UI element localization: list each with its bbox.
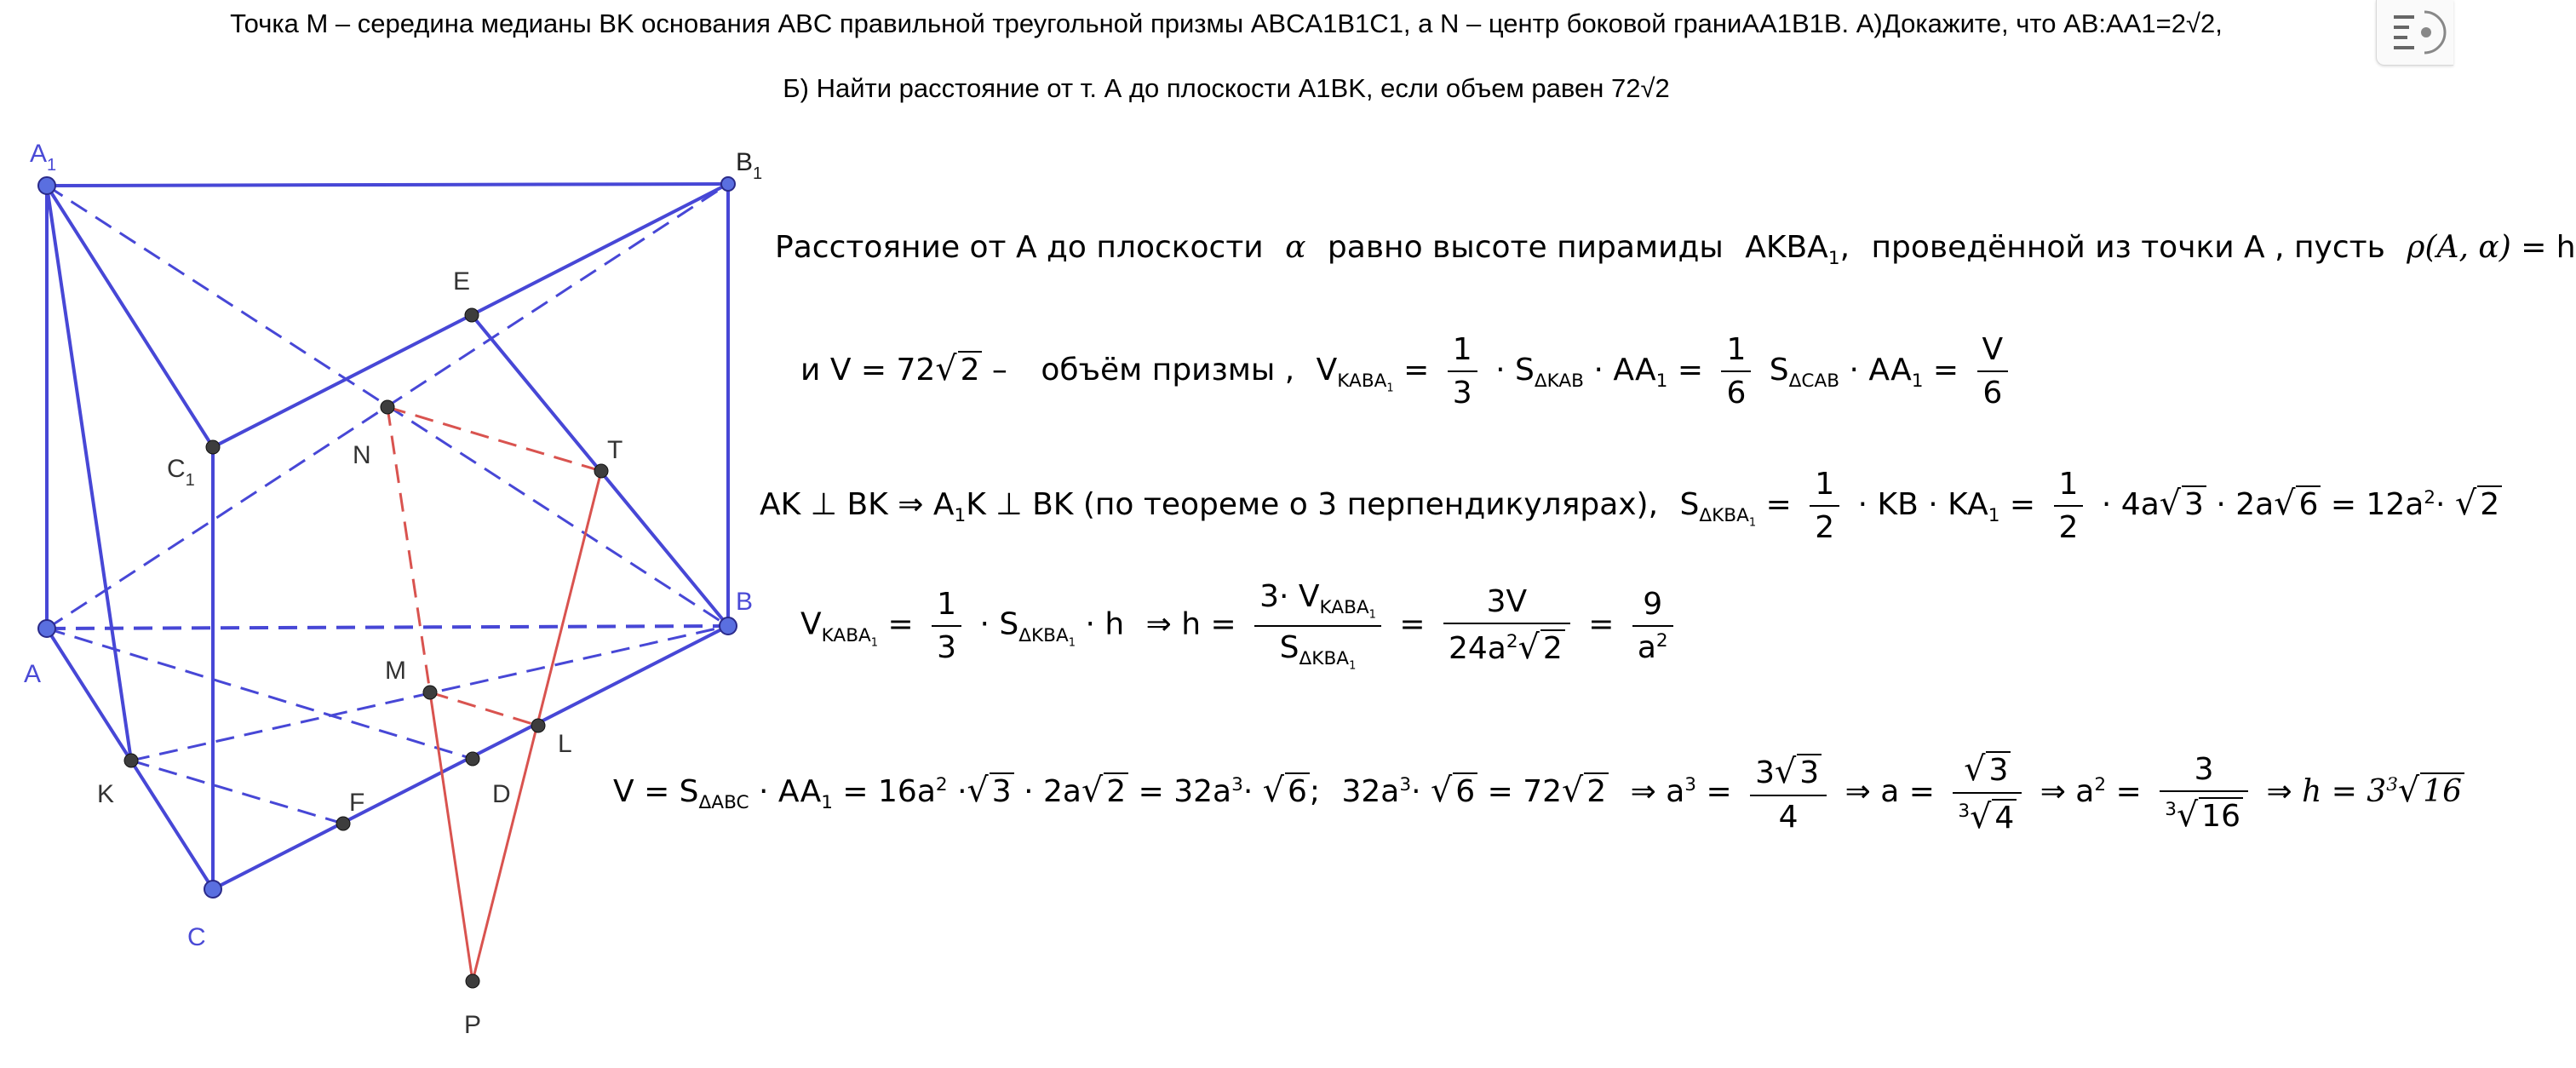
l3-sub-1: 1 [954,505,967,527]
l3-KB-KA1: · KB · KA [1857,487,1988,522]
l4-h: · h [1085,606,1125,642]
l1-text-3: проведённой из точки А , пусть [1871,230,2385,265]
l1-pyramid: AKBA [1745,230,1828,265]
line-A-D [47,629,473,759]
l3-dot: · [2435,487,2446,522]
l3-KA1-sub: 1 [1988,505,2000,527]
l5-frac-2-den-sqrt: 4 [1992,799,2017,835]
l1-text-2: равно высоте пирамиды [1327,230,1724,265]
l3-S-sub-1: 1 [1748,516,1757,530]
l5-implies-a: ⇒ a = [1845,774,1935,809]
l2-eq-3: = [1932,353,1959,388]
point-A [38,620,55,637]
label-F: F [349,789,365,817]
l4-frac-2-num-sub: KABA [1319,597,1369,619]
l4-frac-4 [1632,587,1673,665]
edge-A1-C1 [47,186,213,447]
l2-frac-2-num: 1 [1721,332,1751,372]
l1-pyramid-sub: 1 [1827,248,1840,270]
l2-S-KAB: · S [1495,353,1535,388]
l4-eq-2: = [1399,606,1426,642]
l4-frac-2-num-text: 3· V [1259,579,1320,614]
l4-frac-3-den-pow: 2 [1506,631,1518,652]
l4-frac-4-den-text: a [1637,629,1656,665]
label-L: L [558,730,572,758]
l5-frac-3-den-sqrt: 16 [2199,797,2243,834]
l2-text-2: объём призмы , [1041,353,1295,388]
label-A: A [24,660,42,688]
l4-frac-2-den-sub: ΔKBA [1299,647,1350,669]
l3-2a: · 2a [2216,487,2275,522]
point-A1 [38,177,55,194]
l5-dot-3: · [1411,774,1421,809]
l3-pow-2: 2 [2424,487,2436,508]
l2-frac-2-den: 6 [1726,376,1747,411]
l5-sqrt-5: 2 [1584,772,1609,809]
l4-S-sub-1: 1 [1068,636,1076,649]
label-K: K [97,780,115,808]
l5-32a: = 32a [1138,774,1232,809]
l5-sqrt-1: 3 [990,772,1014,809]
point-B1 [721,177,735,191]
l5-implies-a3: ⇒ a [1630,774,1685,809]
label-M: M [385,657,406,685]
l1-eq-h: = h [2521,230,2576,265]
l4-frac-1-den: 3 [937,629,957,665]
l2-AA1-sub: 1 [1655,370,1668,393]
l4-frac-2-num-sub-1: 1 [1368,608,1376,622]
l4-frac-4-den [1632,627,1673,665]
l5-frac-3-num: 3 [2160,752,2248,792]
l5-implies-h: ⇒ [2266,774,2292,809]
l5-S-sub: ΔABC [698,792,749,814]
l4-implies-h: ⇒ h = [1145,606,1236,642]
l5-pow-1: 2 [935,774,948,795]
solution-line-5: $V = S_{\Delta ABC} \cdot AA_1 = 16a^2$ ·√ 3 · 2a√ $2 = 32a^3\cdot$ √ 6; $32a^3\cdot$ √ 6 = 72√ 2 ⇒ $a^3$ = $\frac{3√ 3}{4}$ ⇒ a = $\frac{√ 3}{^3√ 4}$ ⇒ $a^2$ = $\frac{3}{^3√ 16}$ ⇒ $h = 3^3√$ 16 [613,749,2464,836]
problem-line-2: Б) Найти расстояние от т. А до плоскости A1BK, если объем равен 72√2 [783,73,1670,103]
point-M [423,686,437,699]
l2-text-1: и V = 72 [800,353,936,388]
l5-frac-1-num: 3√ 3 [1750,752,1827,796]
label-C: C [187,923,206,951]
l5-pow-5: 2 [2094,774,2107,795]
red-N-M [387,407,430,692]
l3-eq-2: = [2009,487,2036,522]
l4-S: · S [979,606,1019,642]
l5-frac-2-den-index: 3 [1958,801,1971,822]
l4-V: V [800,606,822,642]
l5-frac-3 [2160,752,2248,835]
l5-sqrt-2: 2 [1104,772,1128,809]
l1-rho: ρ(A, α) [2407,230,2511,265]
l2-sqrt-1: 2 [958,351,983,388]
l2-S-CAB: S [1769,353,1789,388]
l3-S-sub: ΔKBA [1699,505,1749,527]
l3-sqrt-6: 6 [2296,485,2321,522]
l2-eq-2: = [1677,353,1703,388]
l4-frac-4-num: 9 [1632,587,1673,627]
l1-text-1: Расстояние от А до плоскости [775,230,1264,265]
l4-S-sub: ΔKBA [1018,624,1069,646]
l3-text-1: AK ⊥ BK ⇒ A [760,487,955,522]
l5-frac-2-num-sqrt: 3 [1986,751,2011,788]
line-K-F [131,761,343,824]
l5-pow-2: 3 [1231,774,1243,795]
l5-eq-1: = [1706,774,1732,809]
l5-16a: = 16a [842,774,936,809]
l5-eq-2: = [2115,774,2142,809]
l5-semicolon: ; [1309,774,1321,809]
l5-sqrt-3: 6 [1285,772,1310,809]
l4-frac-1 [932,587,961,665]
l5-frac-1-num-coef: 3 [1755,755,1776,790]
red-N-T [387,407,601,471]
point-C [204,881,221,898]
l3-frac-1-num: 1 [1810,467,1839,507]
l3-S: S [1679,487,1700,522]
l2-eq-1: = [1403,353,1430,388]
l2-frac-1-num: 1 [1448,332,1477,372]
label-T: T [607,436,623,464]
l4-frac-3-den-text: 24a [1448,631,1506,666]
point-L [531,719,545,732]
l3-eq-1: = [1765,487,1792,522]
l4-frac-2 [1254,579,1381,672]
solution-line-2: и V = 72√ 2 – объём призмы , $V_{KABA_1}$ = $\frac{1}{3}$ · $S_{\Delta KAB} \cdot AA_1$ = $\frac{1}{6}$ $S_{\Delta CAB} \cdot AA_1$ = $\frac{V}{6}$ [800,332,2017,411]
l4-frac-3-num: 3V [1443,584,1570,624]
l2-AA1-b-sub: 1 [1911,370,1924,393]
label-A1: $A_1$ [30,140,57,175]
l5-dot-2: · [1242,774,1254,809]
l5-implies-a2: ⇒ a [2040,774,2095,809]
l2-AA1: · AA [1593,353,1656,388]
l5-32a-b: 32a [1341,774,1400,809]
point-K [124,754,138,767]
l2-V: V [1316,353,1338,388]
point-F [336,817,350,830]
l2-frac-3 [1977,332,2009,411]
l2-frac-2 [1721,332,1751,411]
label-D: D [492,780,511,808]
l4-frac-2-den-text: S [1279,629,1299,665]
label-E: E [453,267,471,296]
problem-line-1: Точка M – середина медианы BK основания ABC правильной треугольной призмы ABCA1B1C1, а N – центр боковой граниAA1B1B. А)Докажите, что AB:AA1=2√2, [230,9,2223,38]
l4-V-sub-1: 1 [870,636,879,649]
l5-h-sqrt: 16 [2420,772,2464,809]
l5-AA1: · AA [759,774,822,809]
l5-pow-3: 3 [1399,774,1412,795]
l2-frac-1 [1448,332,1477,411]
l3-text-2: K ⊥ BK (по теореме о 3 перпендикулярах), [966,487,1659,522]
prism-figure [0,0,852,1068]
point-E [465,308,479,322]
l4-frac-3-den-sqrt: 2 [1540,629,1565,666]
l3-12a: = 12a [2330,487,2424,522]
point-N [381,400,394,414]
point-T [594,464,608,478]
l5-pow-4: 3 [1684,774,1697,795]
l5-frac-3-den: $^3$√ 16 [2160,792,2248,835]
l3-frac-2-num: 1 [2054,467,2084,507]
l5-frac-2 [1953,749,2022,836]
l5-eq-72: = 72 [1487,774,1563,809]
l4-frac-3-den: $24a^2√$ 2 [1443,624,1570,667]
l2-frac-3-num: V [1977,332,2009,372]
l3-4a: · 4a [2101,487,2160,522]
l3-sqrt-3: 3 [2182,485,2206,522]
point-P [466,974,479,988]
l5-frac-1-num-sqrt: 3 [1797,754,1822,790]
l4-frac-2-num [1254,579,1381,627]
l2-dash: – [982,353,1007,388]
l4-frac-2-den [1254,627,1381,673]
red-M-P [430,692,473,981]
label-B: B [736,588,754,616]
l5-V-S: V = S [613,774,699,809]
l4-eq-1: = [887,606,914,642]
l4-V-sub: KABA [821,624,871,646]
l3-frac-1 [1810,467,1839,545]
l4-frac-4-den-pow: 2 [1655,629,1668,652]
l3-frac-1-den: 2 [1815,510,1835,545]
l2-frac-3-den: 6 [1982,376,2003,411]
line-A1-K [47,186,131,761]
point-B [720,617,737,634]
l2-V-sub-1: 1 [1386,382,1394,395]
l1-alpha: α [1285,230,1306,265]
l2-S-CAB-sub: ΔCAB [1788,370,1840,393]
l5-2a: · 2a [1024,774,1081,809]
label-N: N [353,441,371,469]
l5-frac-1 [1750,752,1827,835]
solution-line-3: AK ⊥ BK ⇒ $A_1K$ ⊥ BK (по теореме о 3 перпендикулярах), $S_{\Delta KBA_1}$ = $\frac{1}{2}$ · KB · $KA_1$ = $\frac{1}{2}$ · 4a√ 3 · 2a√ $6 = 12a^2\cdot$ √ 2 [760,467,2502,545]
l2-V-sub: KABA [1337,370,1387,393]
l5-frac-1-den: 4 [1778,799,1799,835]
l4-frac-2-den-sub-1: 1 [1349,659,1357,672]
l5-frac-2-den: $^3$√ 4 [1953,794,2022,836]
point-C1 [206,440,220,454]
l4-frac-3 [1443,584,1570,667]
style-bar-icon [2389,7,2441,58]
solution-line-1 [775,230,2576,269]
label-P: P [464,1011,482,1039]
red-M-L [430,692,538,726]
l5-dot-1: · [957,774,967,809]
l5-frac-3-den-index: 3 [2165,798,2177,820]
l3-sqrt-2: 2 [2477,485,2502,522]
menu-button[interactable] [2376,0,2453,66]
l4-eq-3: = [1588,606,1615,642]
edge-A-B [47,626,728,629]
l1-comma: , [1839,230,1850,265]
solution-line-4 [800,579,1682,672]
l2-AA1-b: · AA [1849,353,1912,388]
l5-h-index: 3 [2386,774,2398,795]
l5-AA1-sub: 1 [821,792,833,814]
edge-A1-B1 [47,184,728,186]
l5-h: h = 3 [2302,774,2387,809]
label-B1: $B_1$ [736,148,763,183]
label-C1: $C_1$ [167,455,195,490]
l4-frac-1-num: 1 [932,587,961,627]
l2-S-KAB-sub: ΔKAB [1534,370,1584,393]
l3-frac-2-den: 2 [2058,510,2079,545]
l2-frac-1-den: 3 [1452,376,1472,411]
l3-frac-2 [2054,467,2084,545]
l5-sqrt-4: 6 [1453,772,1477,809]
point-D [466,752,479,766]
l5-frac-2-num: √ 3 [1953,749,2022,794]
